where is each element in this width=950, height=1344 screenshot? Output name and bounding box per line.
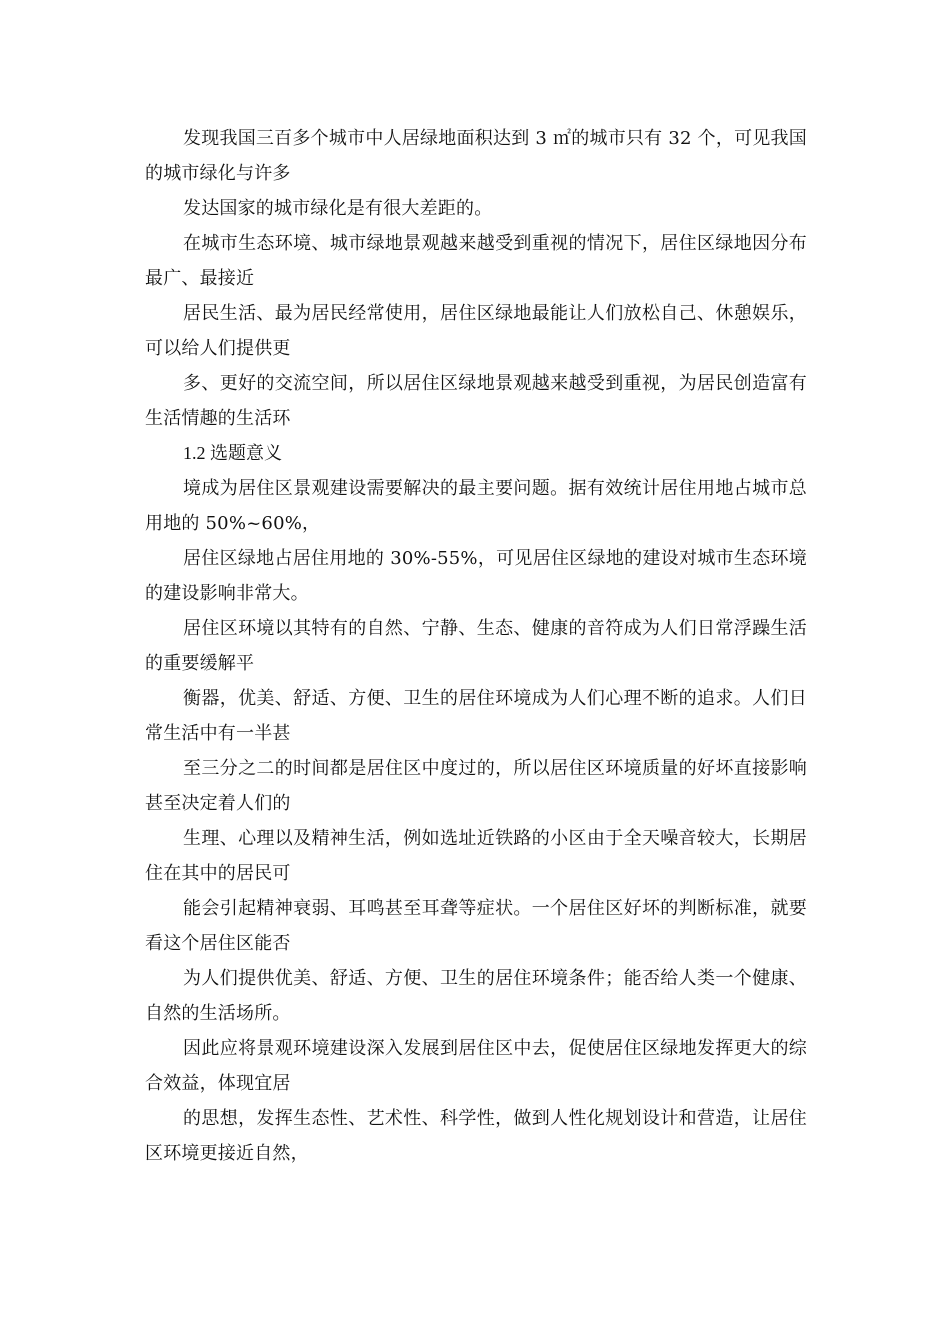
paragraph: 的思想，发挥生态性、艺术性、科学性，做到人性化规划设计和营造，让居住区环境更接近自然， [145, 1108, 807, 1164]
document-body [145, 121, 807, 1171]
paragraph: 衡器，优美、舒适、方便、卫生的居住环境成为人们心理不断的追求。人们日常生活中有一半甚 [145, 688, 807, 744]
paragraph: 发达国家的城市绿化是有很大差距的。 [183, 198, 493, 219]
paragraph: 至三分之二的时间都是居住区中度过的，所以居住区环境质量的好坏直接影响甚至决定着人们的 [145, 758, 807, 814]
paragraph: 居住区绿地占居住用地的 30%-55%，可见居住区绿地的建设对城市生态环境的建设影响非常大。 [145, 548, 807, 604]
paragraph: 能会引起精神衰弱、耳鸣甚至耳聋等症状。一个居住区好坏的判断标准，就要看这个居住区能否 [145, 898, 807, 954]
paragraph: 境成为居住区景观建设需要解决的最主要问题。据有效统计居住用地占城市总用地的 50%~60%， [145, 478, 807, 534]
paragraph: 多、更好的交流空间，所以居住区绿地景观越来越受到重视，为居民创造富有生活情趣的生活环 [145, 373, 807, 429]
paragraph: 在城市生态环境、城市绿地景观越来越受到重视的情况下，居住区绿地因分布最广、最接近 [145, 233, 807, 289]
paragraph: 生理、心理以及精神生活，例如选址近铁路的小区由于全天噪音较大，长期居住在其中的居民可 [145, 828, 807, 884]
paragraph: 为人们提供优美、舒适、方便、卫生的居住环境条件；能否给人类一个健康、自然的生活场所。 [145, 968, 807, 1024]
paragraph: 居住区环境以其特有的自然、宁静、生态、健康的音符成为人们日常浮躁生活的重要缓解平 [145, 618, 807, 674]
paragraph: 居民生活、最为居民经常使用，居住区绿地最能让人们放松自己、休憩娱乐，可以给人们提供更 [145, 303, 807, 359]
paragraph: 发现我国三百多个城市中人居绿地面积达到 3 ㎡的城市只有 32 个，可见我国的城市绿化与许多 [145, 128, 807, 184]
section-heading: 1.2 选题意义 [183, 443, 282, 463]
paragraph: 因此应将景观环境建设深入发展到居住区中去，促使居住区绿地发挥更大的综合效益，体现宜居 [145, 1038, 807, 1094]
